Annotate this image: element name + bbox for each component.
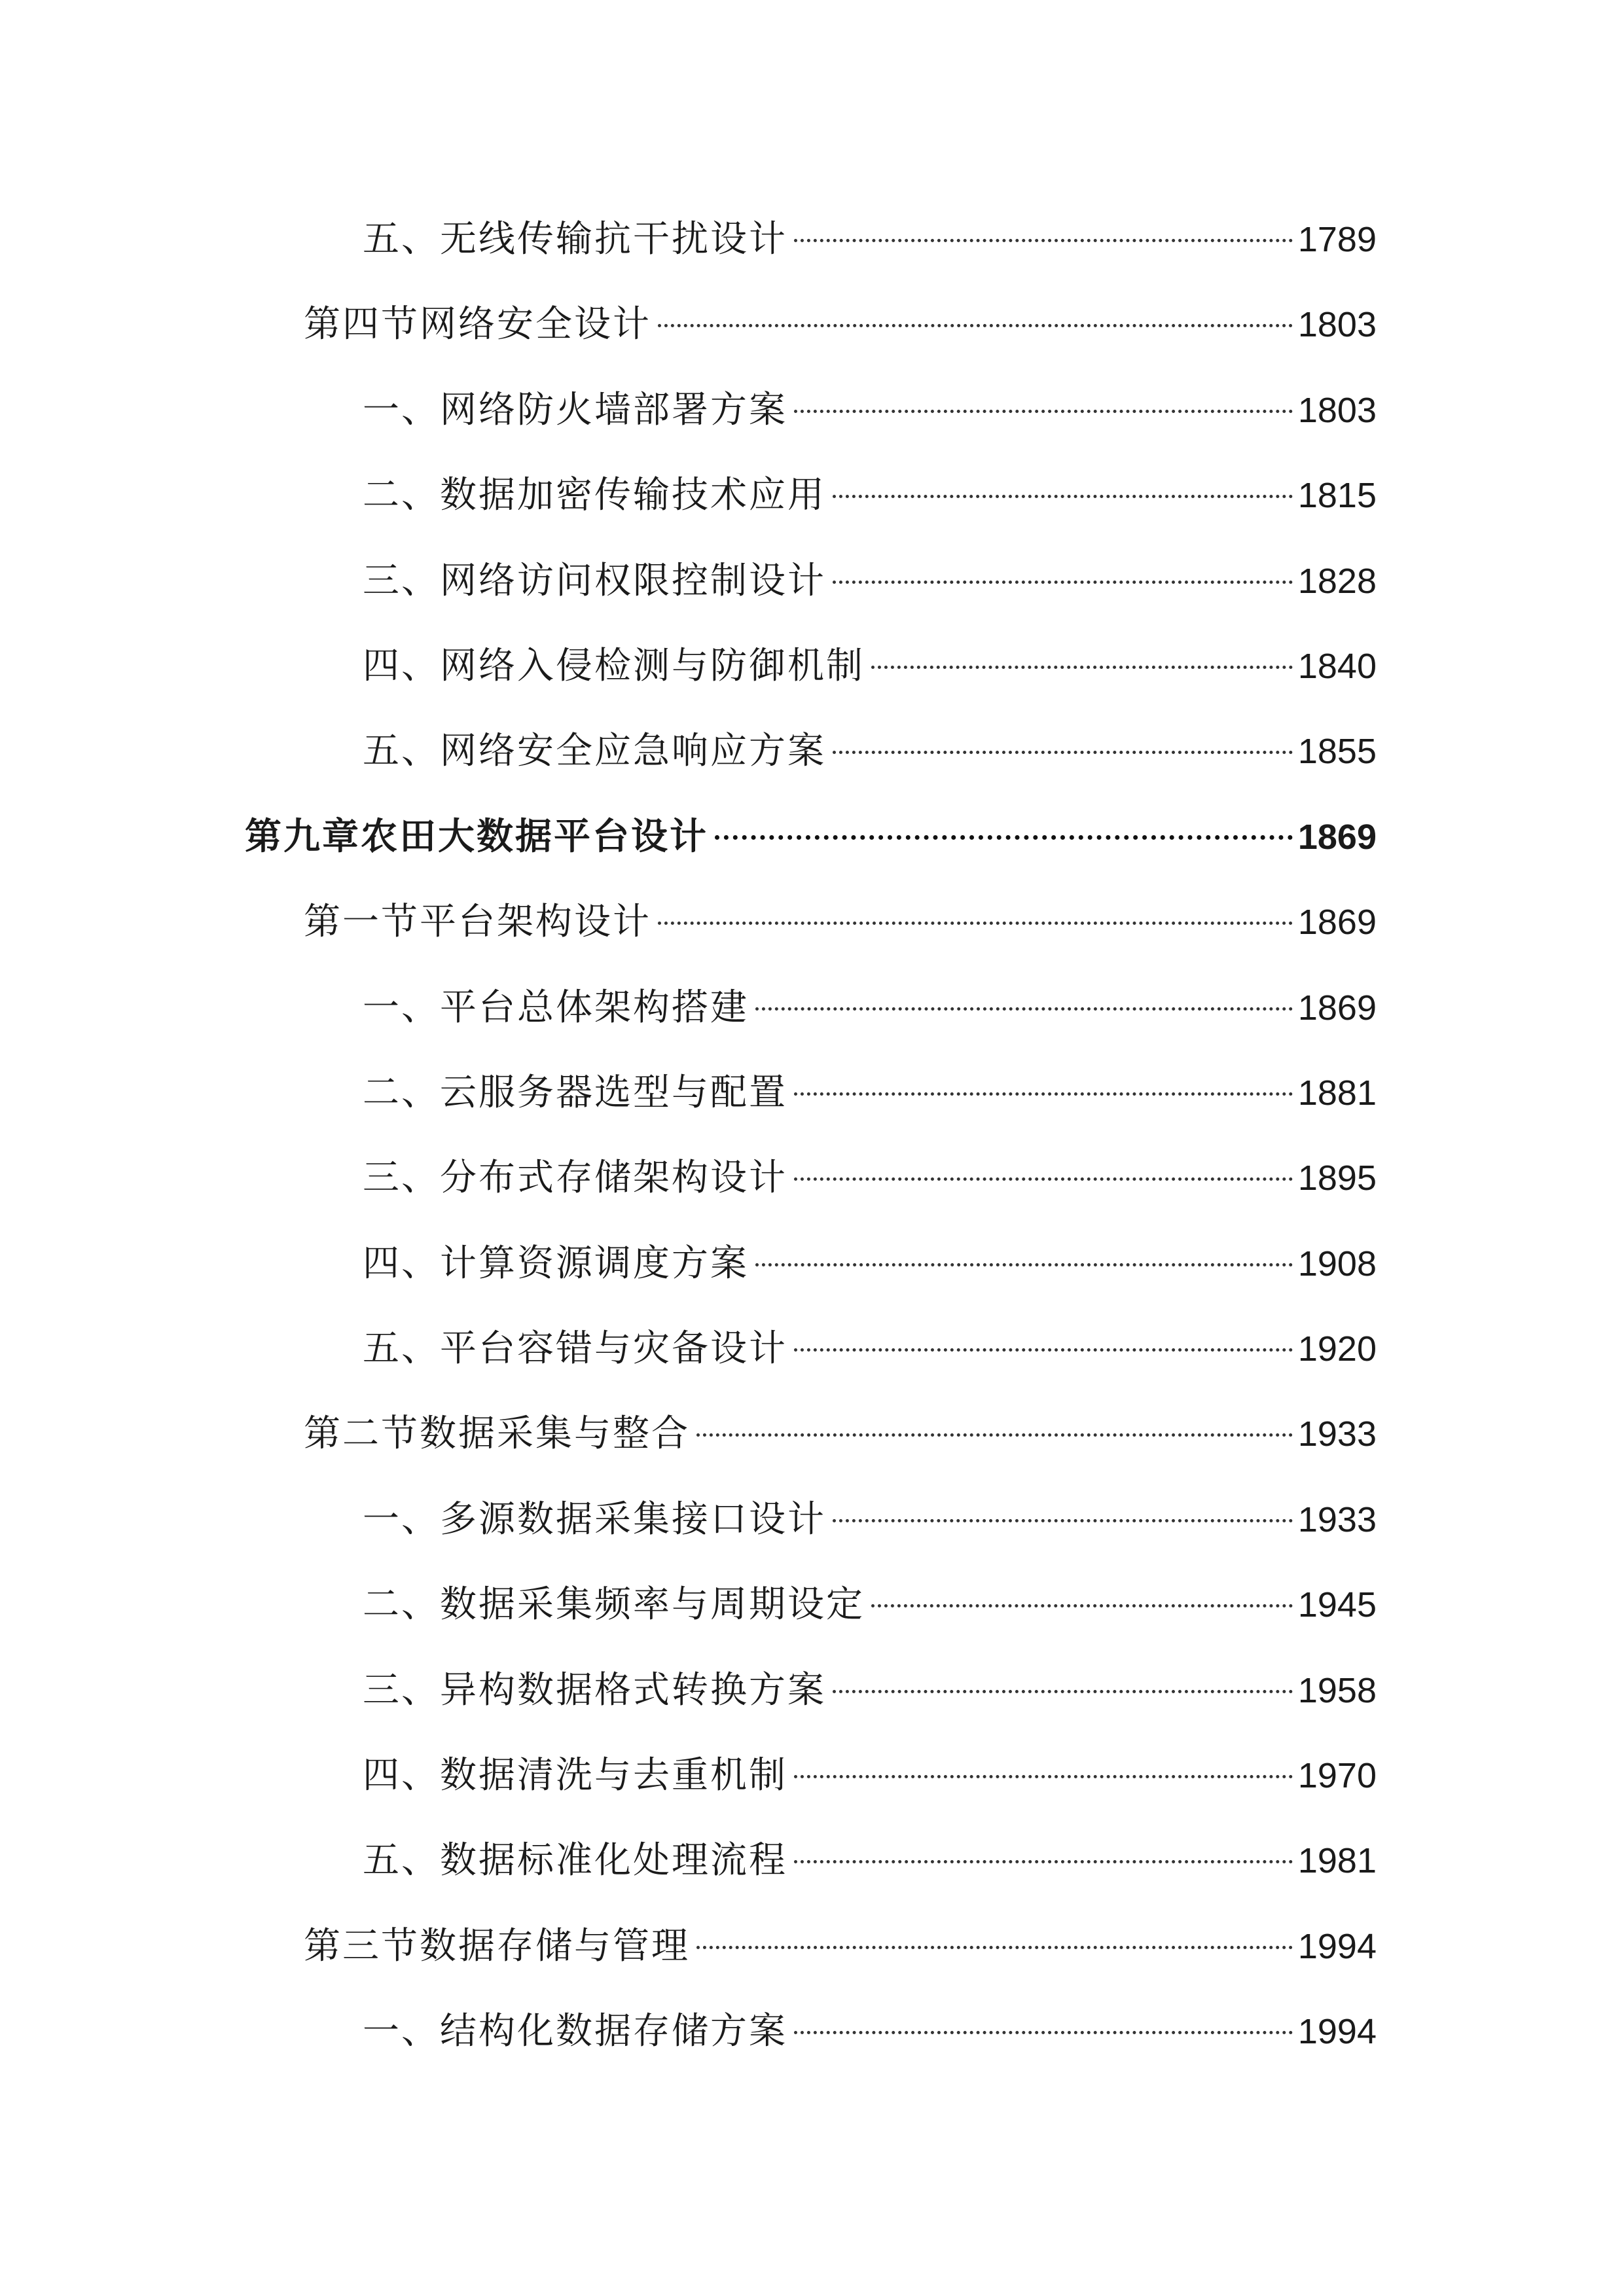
toc-dot-leader [658,324,1293,327]
toc-entry[interactable] [0,975,1624,1060]
toc-entry[interactable] [0,1743,1624,1828]
toc-page-number: 1920 [1297,1329,1377,1369]
table-of-contents [0,207,1624,2085]
toc-dot-leader [871,666,1293,669]
toc-entry-title: 二、数据加密传输技术应用 [363,474,826,517]
toc-dot-leader [794,2031,1293,2034]
toc-page-number: 1881 [1297,1073,1377,1113]
toc-entry-title: 一、平台总体架构搭建 [363,986,749,1029]
toc-page-number: 1970 [1297,1756,1377,1796]
toc-entry[interactable] [0,1060,1624,1145]
toc-entry[interactable] [0,1487,1624,1572]
toc-entry[interactable] [0,463,1624,548]
toc-entry-title: 五、无线传输抗干扰设计 [363,218,787,260]
toc-entry-title: 第四节网络安全设计 [304,303,651,346]
toc-entry[interactable] [0,1914,1624,1999]
toc-page-number: 1994 [1297,1926,1377,1966]
toc-entry[interactable] [0,1316,1624,1401]
toc-page-number: 1945 [1297,1585,1377,1625]
toc-page-number: 1828 [1297,561,1377,601]
toc-page-number: 1981 [1297,1841,1377,1881]
toc-entry-title: 一、网络防火墙部署方案 [363,388,787,431]
toc-dot-leader [794,1177,1293,1181]
toc-entry[interactable] [0,1658,1624,1743]
toc-entry[interactable] [0,1828,1624,1913]
toc-page-number: 1869 [1297,988,1377,1028]
toc-dot-leader [794,1860,1293,1863]
toc-entry-title: 二、云服务器选型与配置 [363,1071,787,1114]
toc-entry-title: 第一节平台架构设计 [304,901,651,944]
toc-page-number: 1840 [1297,646,1377,686]
toc-page-number: 1803 [1297,390,1377,430]
toc-page-number: 1869 [1297,817,1377,857]
toc-entry[interactable] [0,719,1624,804]
toc-entry-title: 三、网络访问权限控制设计 [363,559,826,602]
toc-page-number: 1803 [1297,305,1377,345]
toc-entry[interactable] [0,1572,1624,1657]
toc-entry-title: 四、计算资源调度方案 [363,1242,749,1285]
toc-entry[interactable] [0,1145,1624,1230]
toc-entry[interactable] [0,889,1624,975]
toc-page-number: 1789 [1297,220,1377,259]
toc-entry[interactable] [0,1999,1624,2084]
toc-entry-title: 五、平台容错与灾备设计 [363,1327,787,1371]
toc-entry-title: 第二节数据采集与整合 [304,1412,690,1456]
toc-page-number: 1958 [1297,1670,1377,1710]
toc-entry-title: 二、数据采集频率与周期设定 [363,1583,865,1626]
toc-entry-title: 四、数据清洗与去重机制 [363,1754,787,1797]
toc-page-number: 1933 [1297,1499,1377,1539]
toc-entry[interactable] [0,634,1624,719]
toc-dot-leader [696,1946,1293,1949]
toc-entry-title: 三、分布式存储架构设计 [363,1157,787,1200]
toc-dot-leader [833,751,1293,754]
toc-entry-title: 五、网络安全应急响应方案 [363,730,826,773]
toc-dot-leader [658,922,1293,925]
toc-dot-leader [833,581,1293,584]
toc-dot-leader [833,495,1293,498]
toc-dot-leader [794,239,1293,242]
toc-page-number: 1994 [1297,2012,1377,2052]
toc-dot-leader [755,1007,1293,1011]
toc-dot-leader [755,1263,1293,1266]
toc-entry-title: 三、异构数据格式转换方案 [363,1668,826,1712]
toc-entry-title: 第九章农田大数据平台设计 [245,815,708,858]
toc-dot-leader [871,1604,1293,1607]
toc-dot-leader [715,835,1293,840]
toc-entry[interactable] [0,292,1624,377]
toc-entry-title: 第三节数据存储与管理 [304,1924,690,1967]
toc-page-number: 1895 [1297,1158,1377,1198]
toc-page-number: 1855 [1297,732,1377,772]
toc-entry[interactable] [0,378,1624,463]
toc-chapter-entry[interactable] [0,804,1624,889]
toc-dot-leader [833,1519,1293,1522]
toc-dot-leader [794,1092,1293,1096]
toc-page-number: 1908 [1297,1244,1377,1283]
toc-dot-leader [794,1348,1293,1352]
toc-entry[interactable] [0,548,1624,634]
toc-dot-leader [794,410,1293,413]
toc-entry[interactable] [0,1401,1624,1486]
toc-page-number: 1815 [1297,476,1377,516]
toc-entry[interactable] [0,207,1624,292]
toc-entry-title: 五、数据标准化处理流程 [363,1839,787,1882]
toc-dot-leader [696,1433,1293,1437]
toc-entry-title: 四、网络入侵检测与防御机制 [363,644,865,687]
toc-dot-leader [833,1690,1293,1693]
toc-entry-title: 一、结构化数据存储方案 [363,2010,787,2053]
toc-page-number: 1869 [1297,903,1377,942]
toc-entry-title: 一、多源数据采集接口设计 [363,1498,826,1541]
toc-entry[interactable] [0,1231,1624,1316]
toc-page-number: 1933 [1297,1414,1377,1454]
toc-dot-leader [794,1775,1293,1778]
